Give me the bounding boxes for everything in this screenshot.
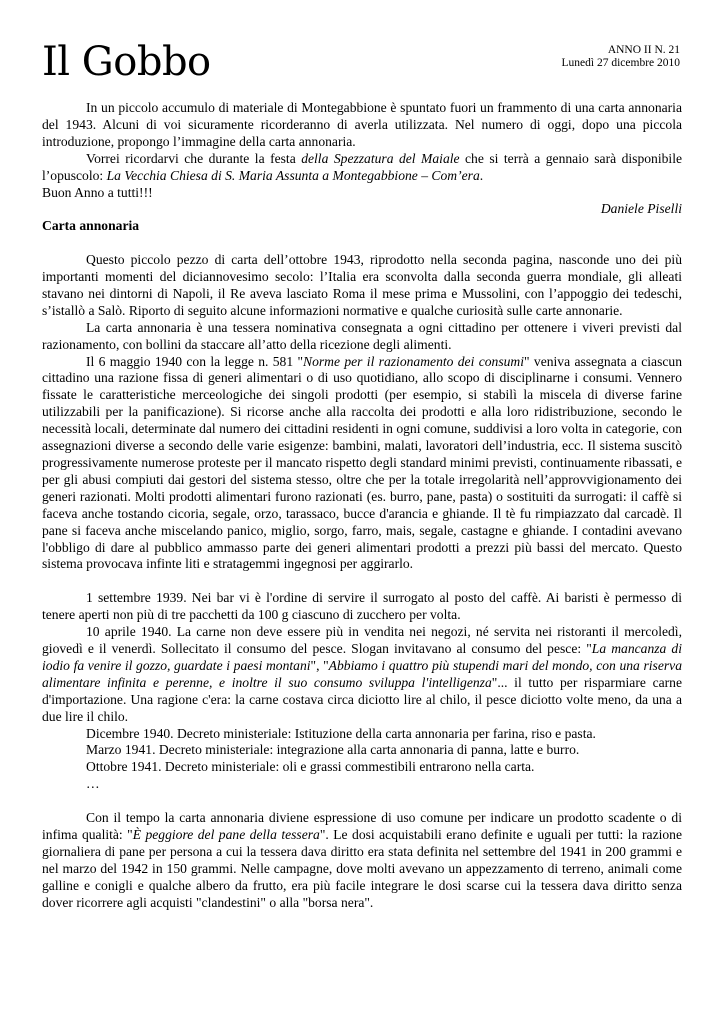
- newsletter-title: Il Gobbo: [42, 39, 211, 85]
- saying-quote: È peggiore del pane della tessera: [132, 826, 320, 842]
- spacer: [42, 793, 682, 810]
- text-span: "... il tutto per risparmiare carne d'importazione. Una ragione c'era: la carne costava circa diciotto lire al chilo, il pesce diciotto volte meno, da una a due lire il chilo.: [42, 674, 682, 724]
- article-heading: Carta annonaria: [42, 218, 140, 234]
- newsletter-body: [42, 100, 682, 911]
- issue-number: ANNO II N. 21: [607, 44, 680, 56]
- masthead: [42, 40, 682, 90]
- article-paragraph: Questo piccolo pezzo di carta dell’ottobre 1943, riprodotto nella seconda pagina, nasconde uno dei più importanti momenti del diciannovesimo secolo: l’Italia era sconvolta dalla seconda guerra mondiale, gli alleati stavano nei dintorni di Napoli, il Re aveva lasciato Roma il mese prima e Mussolini, con l’appoggio dei tedeschi, s’istallò a Salò. Riporto di seguito alcune informazioni normative e qualche curiosità sulle carte annonarie.: [42, 252, 682, 318]
- law-title: Norme per il razionamento dei consumi: [303, 353, 525, 369]
- greeting: Buon Anno a tutti!!!: [42, 184, 153, 200]
- slogan-quote: La mancanza di iodio fa venire il gozzo, guardate i paesi montani: [42, 640, 682, 673]
- article-paragraph: [42, 810, 682, 911]
- text-span: ", ": [310, 657, 329, 673]
- timeline-ellipsis: …: [86, 776, 100, 792]
- text-span: 10 aprile 1940. La carne non deve essere più in vendita nei negozi, né servita nei ristoranti il mercoledì, giovedì e il venerdì. Sollecitato il consumo del pesce. Slogan invitavano al consumo del pesce: ": [42, 624, 682, 656]
- text-span: Vorrei ricordarvi che durante la festa: [86, 150, 302, 166]
- timeline-entry: Marzo 1941. Decreto ministeriale: integrazione alla carta annonaria di panna, latte e burro.: [86, 742, 580, 758]
- author-signature: Daniele Piselli: [600, 201, 682, 217]
- issue-date: Lunedì 27 dicembre 2010: [561, 57, 680, 69]
- timeline-entry: Ottobre 1941. Decreto ministeriale: oli e grassi commestibili entrarono nella carta.: [86, 759, 535, 775]
- intro-reminder-paragraph: [42, 151, 682, 185]
- slogan-quote: Abbiamo i quattro più stupendi mari del mondo, con una riserva alimentare infinita e perenne, e inoltre il suo consumo sviluppa l'intelligenza: [42, 657, 682, 690]
- text-span: ". Le dosi acquistabili erano definite e uguali per tutti: la razione giornaliera di pane per persona a cui la tessera dava diritto era stata definita nel settembre del 1941 in 200 grammi e nel marzo del 1942 in 150 grammi. Nelle campagne, dove molti avevano un appezzamento di terreno, animali come galline e conigli e qualche albero da frutto, era più facile integrare le dosi scarse cui la tessera dava diritto senza dover ricorrere agli acquisti "clandestini" o alla "borsa nera".: [42, 826, 683, 910]
- text-span: " veniva assegnata a ciascun cittadino una razione fissa di generi alimentari o di uso quotidiano, allo scopo di disciplinarne i consumi. Vennero fissate le caratteristiche merceologiche dei singoli prodotti (per esempio, si stabilì la miscela di diverse farine utilizzabili per la panificazione). Si ricorse anche alla raccolta dei prodotti e alla loro ridistribuzione, secondo le necessità locali, determinate dal numero dei cittadini residenti in ogni comune, suddivisi a loro volta in categorie, con assegnazioni diverse a secondo delle varie esigenze: bambini, malati, lavoratori dell’industria, ecc. Il sistema suscitò progressivamente numerose proteste per il mancato rispetto degli standard minimi previsti, continuamente ribassati, e per gli abusi compiuti dai gestori del sistema stesso, oltre che per la totale irregolarità nell’approvvigionamento dei generi razionati. Molti prodotti alimentari furono razionati (es. burro, pane, pasta) o sostituiti da surrogati: il caffè si faceva anche tostando cicoria, segale, orzo, tarassaco, bucce d'arancia e ghiande. Il tè fu rimpiazzato dal carcadè. Il pane si faceva anche miscelando panico, miglio, sorgo, farro, mais, segale, castagne e ghiande. I contadini avevano l'obbligo di dare al pubblico ammasso parte dei generi alimentari prodotti a prezzi più bassi del mercato. Questo sistema provocava infinte liti e stratagemmi ingegnosi per aggirarlo.: [42, 353, 682, 572]
- text-span: Il 6 maggio 1940 con la legge n. 581 ": [86, 353, 304, 369]
- article-paragraph: La carta annonaria è una tessera nominativa consegnata a ogni cittadino per ottenere i viveri previsti dal razionamento, con bollini da staccare all’atto della ricezione degli alimenti.: [42, 319, 682, 352]
- text-span: che si terrà a gennaio sarà disponibile l’opuscolo:: [42, 150, 683, 183]
- article-paragraph: [42, 354, 682, 574]
- spacer: [42, 573, 682, 590]
- timeline-paragraph: [42, 624, 682, 725]
- timeline-paragraph: 1 settembre 1939. Nei bar vi è l'ordine di servire il surrogato al posto del caffè. Ai baristi è permesso di tenere aperti non più di tre pacchetti da 100 g ciascuno di zucchero per volta.: [42, 590, 682, 623]
- festival-name: della Spezzatura del Maiale: [301, 150, 460, 166]
- issue-info: [562, 44, 680, 70]
- booklet-title: La Vecchia Chiesa di S. Maria Assunta a Montegabbione – Com’era: [106, 167, 480, 183]
- spacer: [42, 235, 682, 252]
- newsletter-page: [42, 40, 682, 911]
- text-span: .: [479, 167, 484, 183]
- timeline-entry: Dicembre 1940. Decreto ministeriale: Istituzione della carta annonaria per farina, riso e pasta.: [86, 725, 596, 741]
- text-span: Con il tempo la carta annonaria diviene espressione di uso comune per indicare un prodotto scadente o di infima qualità: ": [42, 810, 682, 842]
- intro-paragraph: In un piccolo accumulo di materiale di Montegabbione è spuntato fuori un frammento di una carta annonaria del 1943. Alcuni di voi sicuramente ricorderanno di averla utilizzata. Nel numero di oggi, dopo una piccola introduzione, propongo l’immagine della carta annonaria.: [42, 100, 682, 149]
